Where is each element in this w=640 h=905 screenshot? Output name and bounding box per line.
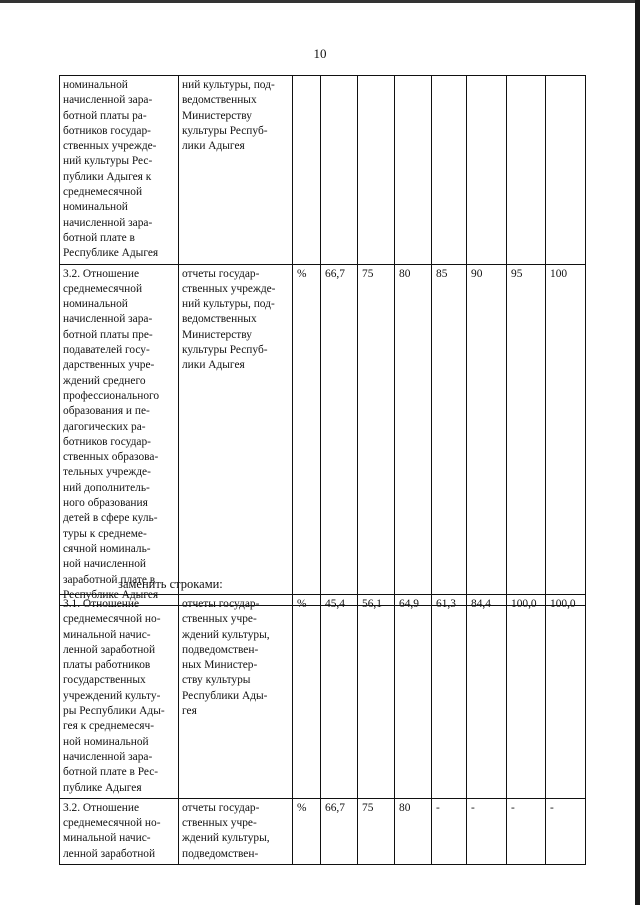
value-cell: - <box>507 798 546 864</box>
indicator-cell: номинальной начисленной зара- ботной платы ра- ботников государ- ственных учрежде- ний культуры Рес- публики Адыгея к среднемесячной номинальной начисленной зара- ботной плате в Республике Адыгея <box>60 76 179 265</box>
value-cell <box>395 76 432 265</box>
value-cell: 45,4 <box>321 595 358 799</box>
value-cell: 100,0 <box>546 595 586 799</box>
value-cell: 64,9 <box>395 595 432 799</box>
value-cell: - <box>432 798 467 864</box>
value-cell: - <box>546 798 586 864</box>
scan-border-right <box>635 0 640 905</box>
unit-cell <box>293 76 321 265</box>
value-cell: 80 <box>395 798 432 864</box>
value-cell: 100 <box>546 264 586 606</box>
value-cell <box>432 76 467 265</box>
value-cell: 100,0 <box>507 595 546 799</box>
source-cell: отчеты государ- ственных учре- ждений культуры, подведомствен- <box>179 798 293 864</box>
indicator-cell: 3.2. Отношение среднемесячной номинальной начисленной зара- ботной платы пре- подавателей госу- дарственных учре- ждений среднего профессионального образования и пе- дагогических ра- ботников государ- ственных образова- тельных учрежде- ний дополнитель- ного образования детей в сфере куль- туры к среднеме- сячной номиналь- ной начисленной заработной плате в Республике Адыгея <box>60 264 179 606</box>
value-cell <box>321 76 358 265</box>
value-cell <box>507 76 546 265</box>
source-cell: отчеты государ- ственных учрежде- ний культуры, под- ведомственных Министерству культуры Респуб- лики Адыгея <box>179 264 293 606</box>
scan-border-top <box>0 0 640 3</box>
table-row <box>60 595 586 799</box>
table-row <box>60 798 586 864</box>
top-table <box>59 75 586 606</box>
unit-cell: % <box>293 264 321 606</box>
page-number: 10 <box>313 46 327 61</box>
unit-cell: % <box>293 798 321 864</box>
value-cell: 61,3 <box>432 595 467 799</box>
value-cell: 95 <box>507 264 546 606</box>
table-row <box>60 264 586 606</box>
unit-cell: % <box>293 595 321 799</box>
value-cell: 56,1 <box>358 595 395 799</box>
table-row <box>60 76 586 265</box>
source-cell: ний культуры, под- ведомственных Министерству культуры Респуб- лики Адыгея <box>179 76 293 265</box>
indicator-cell: 3.2. Отношение среднемесячной но- минальной начис- ленной заработной <box>60 798 179 864</box>
value-cell: 90 <box>467 264 507 606</box>
replace-caption: заменить строками: <box>118 577 223 591</box>
value-cell: - <box>467 798 507 864</box>
value-cell: 85 <box>432 264 467 606</box>
value-cell: 80 <box>395 264 432 606</box>
value-cell <box>358 76 395 265</box>
value-cell <box>546 76 586 265</box>
value-cell: 66,7 <box>321 264 358 606</box>
source-cell: отчеты государ- ственных учре- ждений культуры, подведомствен- ных Министер- ству культуры Республики Ады- гея <box>179 595 293 799</box>
value-cell: 75 <box>358 264 395 606</box>
bottom-table <box>59 594 586 865</box>
indicator-cell: 3.1. Отношение среднемесячной но- минальной начис- ленной заработной платы работников государственных учреждений культу- ры Республики Ады- гея к среднемесяч- ной номинальной начисленной зара- ботной плате в Рес- публике Адыгея <box>60 595 179 799</box>
value-cell <box>467 76 507 265</box>
value-cell: 75 <box>358 798 395 864</box>
value-cell: 84,4 <box>467 595 507 799</box>
value-cell: 66,7 <box>321 798 358 864</box>
